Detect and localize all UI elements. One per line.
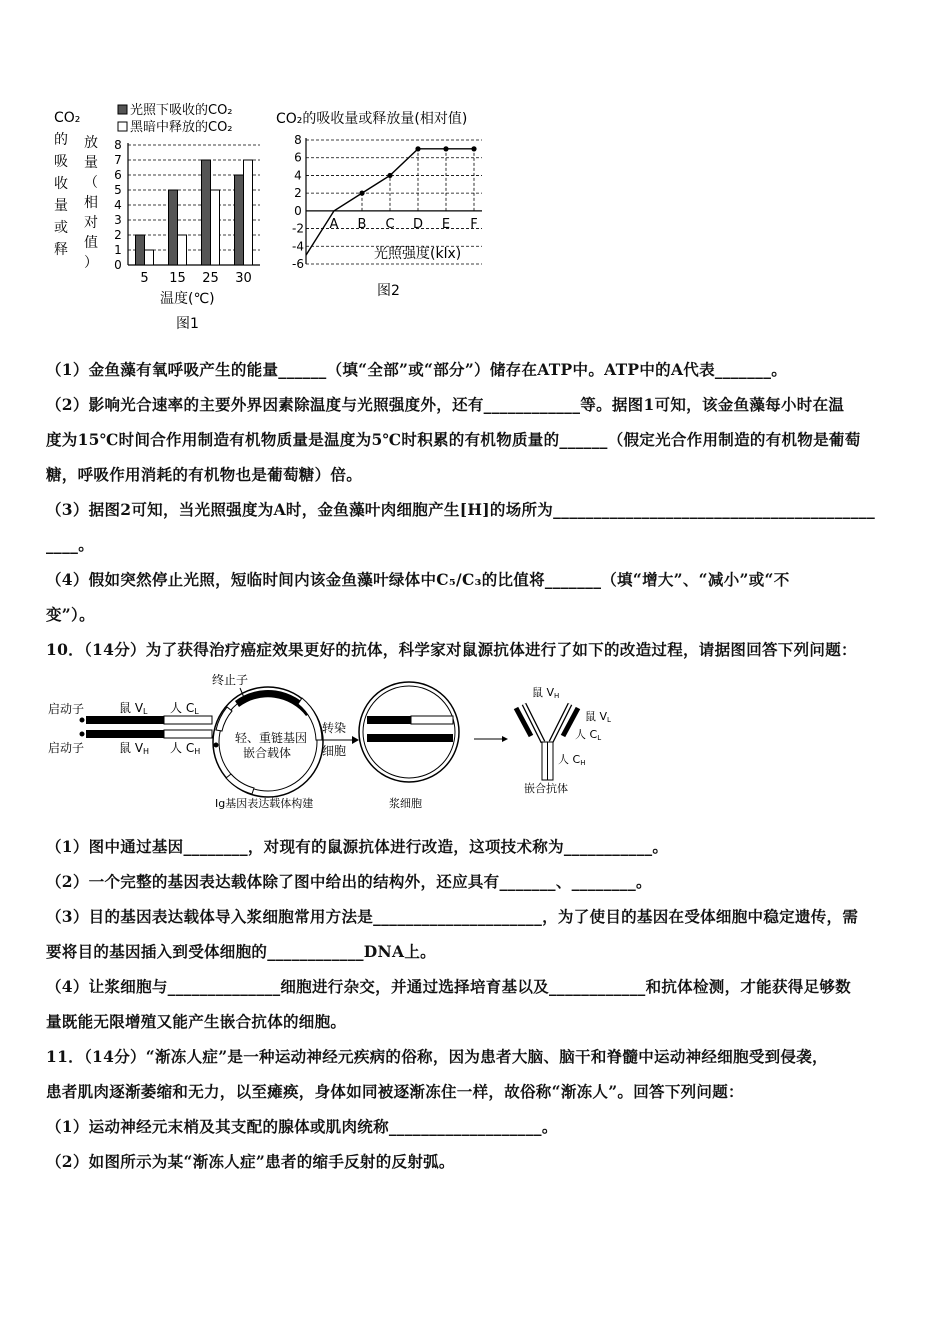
cell-gene-light-white (411, 716, 453, 724)
expression-arrowhead (502, 736, 508, 742)
fig2-y-ticks (292, 133, 304, 271)
fig2-line-path (306, 149, 474, 255)
fig2-y-tick-label: 4 (294, 168, 302, 183)
fig1-y-tick-label: 7 (114, 153, 122, 167)
promoter-dot-top (80, 718, 85, 723)
q9-part2-line1: （2）影响光合速率的主要外界因素除温度与光照强度外，还有____________等。据图1可知，该金鱼藻每小时在温 (46, 395, 845, 414)
legend-absorbed: 光照下吸收的CO₂ (130, 103, 233, 118)
fig1-bar-absorbed (169, 190, 178, 265)
fig1-bar-released (244, 160, 253, 265)
q9-part3-line2: ____。 (46, 535, 95, 554)
plasmid-label-2: 嵌合载体 (243, 746, 292, 760)
ab-vl-label: 鼠 VL (585, 710, 611, 724)
q10-part1: （1）图中通过基因________，对现有的鼠源抗体进行改造，这项技术称为___________。 (46, 837, 669, 856)
fig2-x-tick-label: D (412, 216, 424, 232)
fig1-y-tick-label: 2 (114, 228, 122, 242)
q9-part3-line1: （3）据图2可知，当光照强度为A时，金鱼藻叶肉细胞产生[H]的场所为________________________________________ (46, 500, 876, 519)
fig2-x-ticks (330, 217, 478, 232)
plasmid-marker-bottom (226, 774, 254, 794)
terminator-label: 终止子 (212, 673, 249, 687)
fig2-y-tick-label: 0 (294, 203, 302, 218)
human-ch-segment (164, 730, 212, 738)
promoter-dot-plasmid (214, 743, 219, 748)
legend-swatch-released (118, 122, 127, 131)
ab-ch-label: 人 CH (558, 753, 586, 767)
fig1-bar-absorbed (235, 175, 244, 265)
mouse-vh-label: 鼠 VH (119, 741, 150, 756)
plasma-cell-inner (363, 686, 455, 778)
cell-gene-light-black (367, 716, 411, 724)
fig1-y-title-col2 (84, 135, 98, 271)
question-10-11-block (46, 829, 906, 1179)
fig1-y-ticks (114, 138, 122, 272)
plasma-cell (359, 682, 459, 810)
legend-swatch-absorbed (118, 105, 127, 114)
fig2-point (387, 173, 392, 178)
fig1-y-title-char: 释 (54, 242, 68, 258)
fig1-y-title-char: 量 (54, 198, 68, 214)
fig2-point (415, 146, 420, 151)
fig1-y-title-char: 吸 (54, 154, 68, 170)
fig1-x-tick-label: 15 (169, 271, 186, 286)
plasmid-vector (212, 673, 323, 810)
q9-part4-line1: （4）假如突然停止光照，短临时间内该金鱼藻叶绿体中C₅/C₃的比值将_______（填“增大”、“减小”或“不 (46, 570, 790, 589)
q11-stem-line2: 患者肌肉逐渐萎缩和无力，以至瘫痪，身体如同被逐渐冻住一样，故俗称“渐冻人”。回答下列问题： (46, 1082, 744, 1101)
ab-vh-label: 鼠 VH (532, 686, 560, 700)
fig1-y-title-char: 收 (54, 176, 68, 192)
fig2-x-tick-label: A (329, 216, 339, 232)
fig2-x-tick-label: E (441, 216, 451, 232)
transfect-label-1: 转染 (322, 721, 347, 735)
fig2-caption: 图2 (377, 283, 400, 299)
transfect-arrowhead (352, 736, 359, 744)
fig1-bar-released (145, 250, 154, 265)
q10-stem: 10．（14分）为了获得治疗癌症效果更好的抗体，科学家对鼠源抗体进行了如下的改造过程，请据图回答下列问题： (46, 640, 857, 659)
fig2-point (359, 191, 364, 196)
fig1-bar-absorbed (202, 160, 211, 265)
fig2-y-tick-label: -4 (292, 239, 304, 254)
fig2-y-tick-label: 8 (294, 133, 302, 147)
fig2-y-tick-label: 2 (294, 186, 302, 201)
gene-construct-light (48, 701, 212, 724)
transfect-label-2: 细胞 (322, 744, 347, 758)
q10-part4-line2: 量既能无限增殖又能产生嵌合抗体的细胞。 (46, 1012, 347, 1031)
fig1-bar-released (178, 235, 187, 265)
fig2-title: CO₂的吸收量或释放量(相对值) (276, 111, 468, 127)
ab-cl-label: 人 CL (575, 728, 602, 742)
fig1-y-title-char: 相 (84, 195, 98, 211)
plasma-cell-outer (359, 682, 459, 782)
plasmid-label-1: 轻、重链基因 (235, 731, 308, 745)
cell-gene-heavy-black (367, 734, 453, 742)
fig1-caption: 图1 (176, 316, 199, 332)
fig1-y-title-char: 放 (84, 135, 98, 151)
fig1-y-title-char: ） (84, 255, 98, 271)
vector-caption: Ig基因表达载体构建 (215, 797, 314, 810)
fig1-x-tick-label: 25 (202, 271, 219, 286)
fig2-x-label: 光照强度(klx) (374, 246, 462, 262)
mouse-vh-segment (86, 730, 164, 738)
promoter-dot-bottom (80, 732, 85, 737)
fig1-y-title-char: 的 (54, 132, 68, 148)
q11-part2: （2）如图所示为某“渐冻人症”患者的缩手反射的反射弧。 (46, 1152, 455, 1171)
legend-released: 黑暗中释放的CO₂ (130, 120, 233, 135)
figure-antibody-engineering (40, 670, 640, 815)
fig1-y-title-char: 对 (84, 215, 98, 231)
q9-part2-line2: 度为15℃时间合作用制造有机物质量是温度为5℃时积累的有机物质量的______（假定光合作用制造的有机物是葡萄 (46, 430, 861, 449)
fig1-y-title-char: （ (84, 175, 98, 191)
fig1-y-title-char: CO₂ (54, 110, 81, 126)
fig1-y-tick-label: 3 (114, 213, 122, 227)
promoter-label-top: 启动子 (48, 702, 85, 716)
plasma-cell-caption: 浆细胞 (389, 797, 422, 810)
human-cl-segment (164, 716, 212, 724)
fig2-point (471, 146, 476, 151)
fig2-y-tick-label: -6 (292, 257, 304, 271)
q9-part1: （1）金鱼藻有氧呼吸产生的能量______（填“全部”或“部分”）储存在ATP中。ATP中的A代表_______。 (46, 360, 788, 379)
fig1-bars (136, 160, 253, 265)
fig1-y-tick-label: 6 (114, 168, 122, 182)
promoter-label-bottom: 启动子 (48, 741, 85, 755)
fig1-x-tick-label: 5 (140, 271, 149, 286)
chimeric-antibody (516, 686, 611, 795)
q9-part4-line2: 变”）。 (46, 605, 95, 624)
mouse-vl-label: 鼠 VL (119, 701, 148, 716)
fig1-y-tick-label: 1 (114, 243, 122, 257)
figure-2-line-chart (270, 100, 520, 305)
q10-part2: （2）一个完整的基因表达载体除了图中给出的结构外，还应具有_______、________。 (46, 872, 652, 891)
fig1-y-title-char: 值 (84, 235, 98, 251)
fig2-y-tick-label: 6 (294, 150, 302, 165)
fig1-y-tick-label: 8 (114, 138, 122, 152)
fig2-x-tick-label: F (470, 216, 478, 232)
fig2-y-tick-label: -2 (292, 221, 304, 236)
mouse-vl-segment (86, 716, 164, 724)
question-9-block (46, 352, 906, 667)
human-cl-label: 人 CL (170, 701, 199, 716)
fig2-point (443, 146, 448, 151)
fig2-x-tick-label: B (357, 216, 367, 232)
q10-part3-line1: （3）目的基因表达载体导入浆细胞常用方法是_____________________，为了使目的基因在受体细胞中稳定遗传，需 (46, 907, 859, 926)
fig1-y-tick-label: 0 (114, 258, 122, 272)
fig1-y-tick-label: 4 (114, 198, 122, 212)
fig1-y-title-char: 量 (84, 155, 98, 171)
fig1-bar-absorbed (136, 235, 145, 265)
fig1-bar-released (211, 190, 220, 265)
fig1-y-tick-label: 5 (114, 183, 122, 197)
fig1-y-title-col1 (54, 110, 80, 258)
q9-part2-line3: 糖，呼吸作用消耗的有机物也是葡萄糖）倍。 (46, 465, 363, 484)
q10-part4-line1: （4）让浆细胞与______________细胞进行杂交，并通过选择培育基以及____________和抗体检测，才能获得足够数 (46, 977, 851, 996)
human-ch-label: 人 CH (170, 741, 201, 756)
figure-1-bar-chart (40, 100, 280, 340)
fig1-y-title-char: 或 (54, 220, 68, 236)
q11-part1: （1）运动神经元末梢及其支配的腺体或肌肉统称___________________。 (46, 1117, 558, 1136)
fig1-x-tick-label: 30 (235, 271, 252, 286)
gene-construct-heavy (48, 730, 212, 756)
q11-stem-line1: 11．（14分）“渐冻人症”是一种运动神经元疾病的俗称，因为患者大脑、脑干和脊髓中运动神经细胞受到侵袭， (46, 1047, 828, 1066)
antibody-caption: 嵌合抗体 (524, 782, 568, 795)
fig1-x-label: 温度(℃) (160, 291, 215, 307)
fig2-series-line (306, 146, 477, 255)
q10-part3-line2: 要将目的基因插入到受体细胞的____________DNA上。 (46, 942, 436, 961)
fig1-x-ticks (140, 271, 251, 286)
fig2-x-tick-label: C (385, 216, 395, 232)
